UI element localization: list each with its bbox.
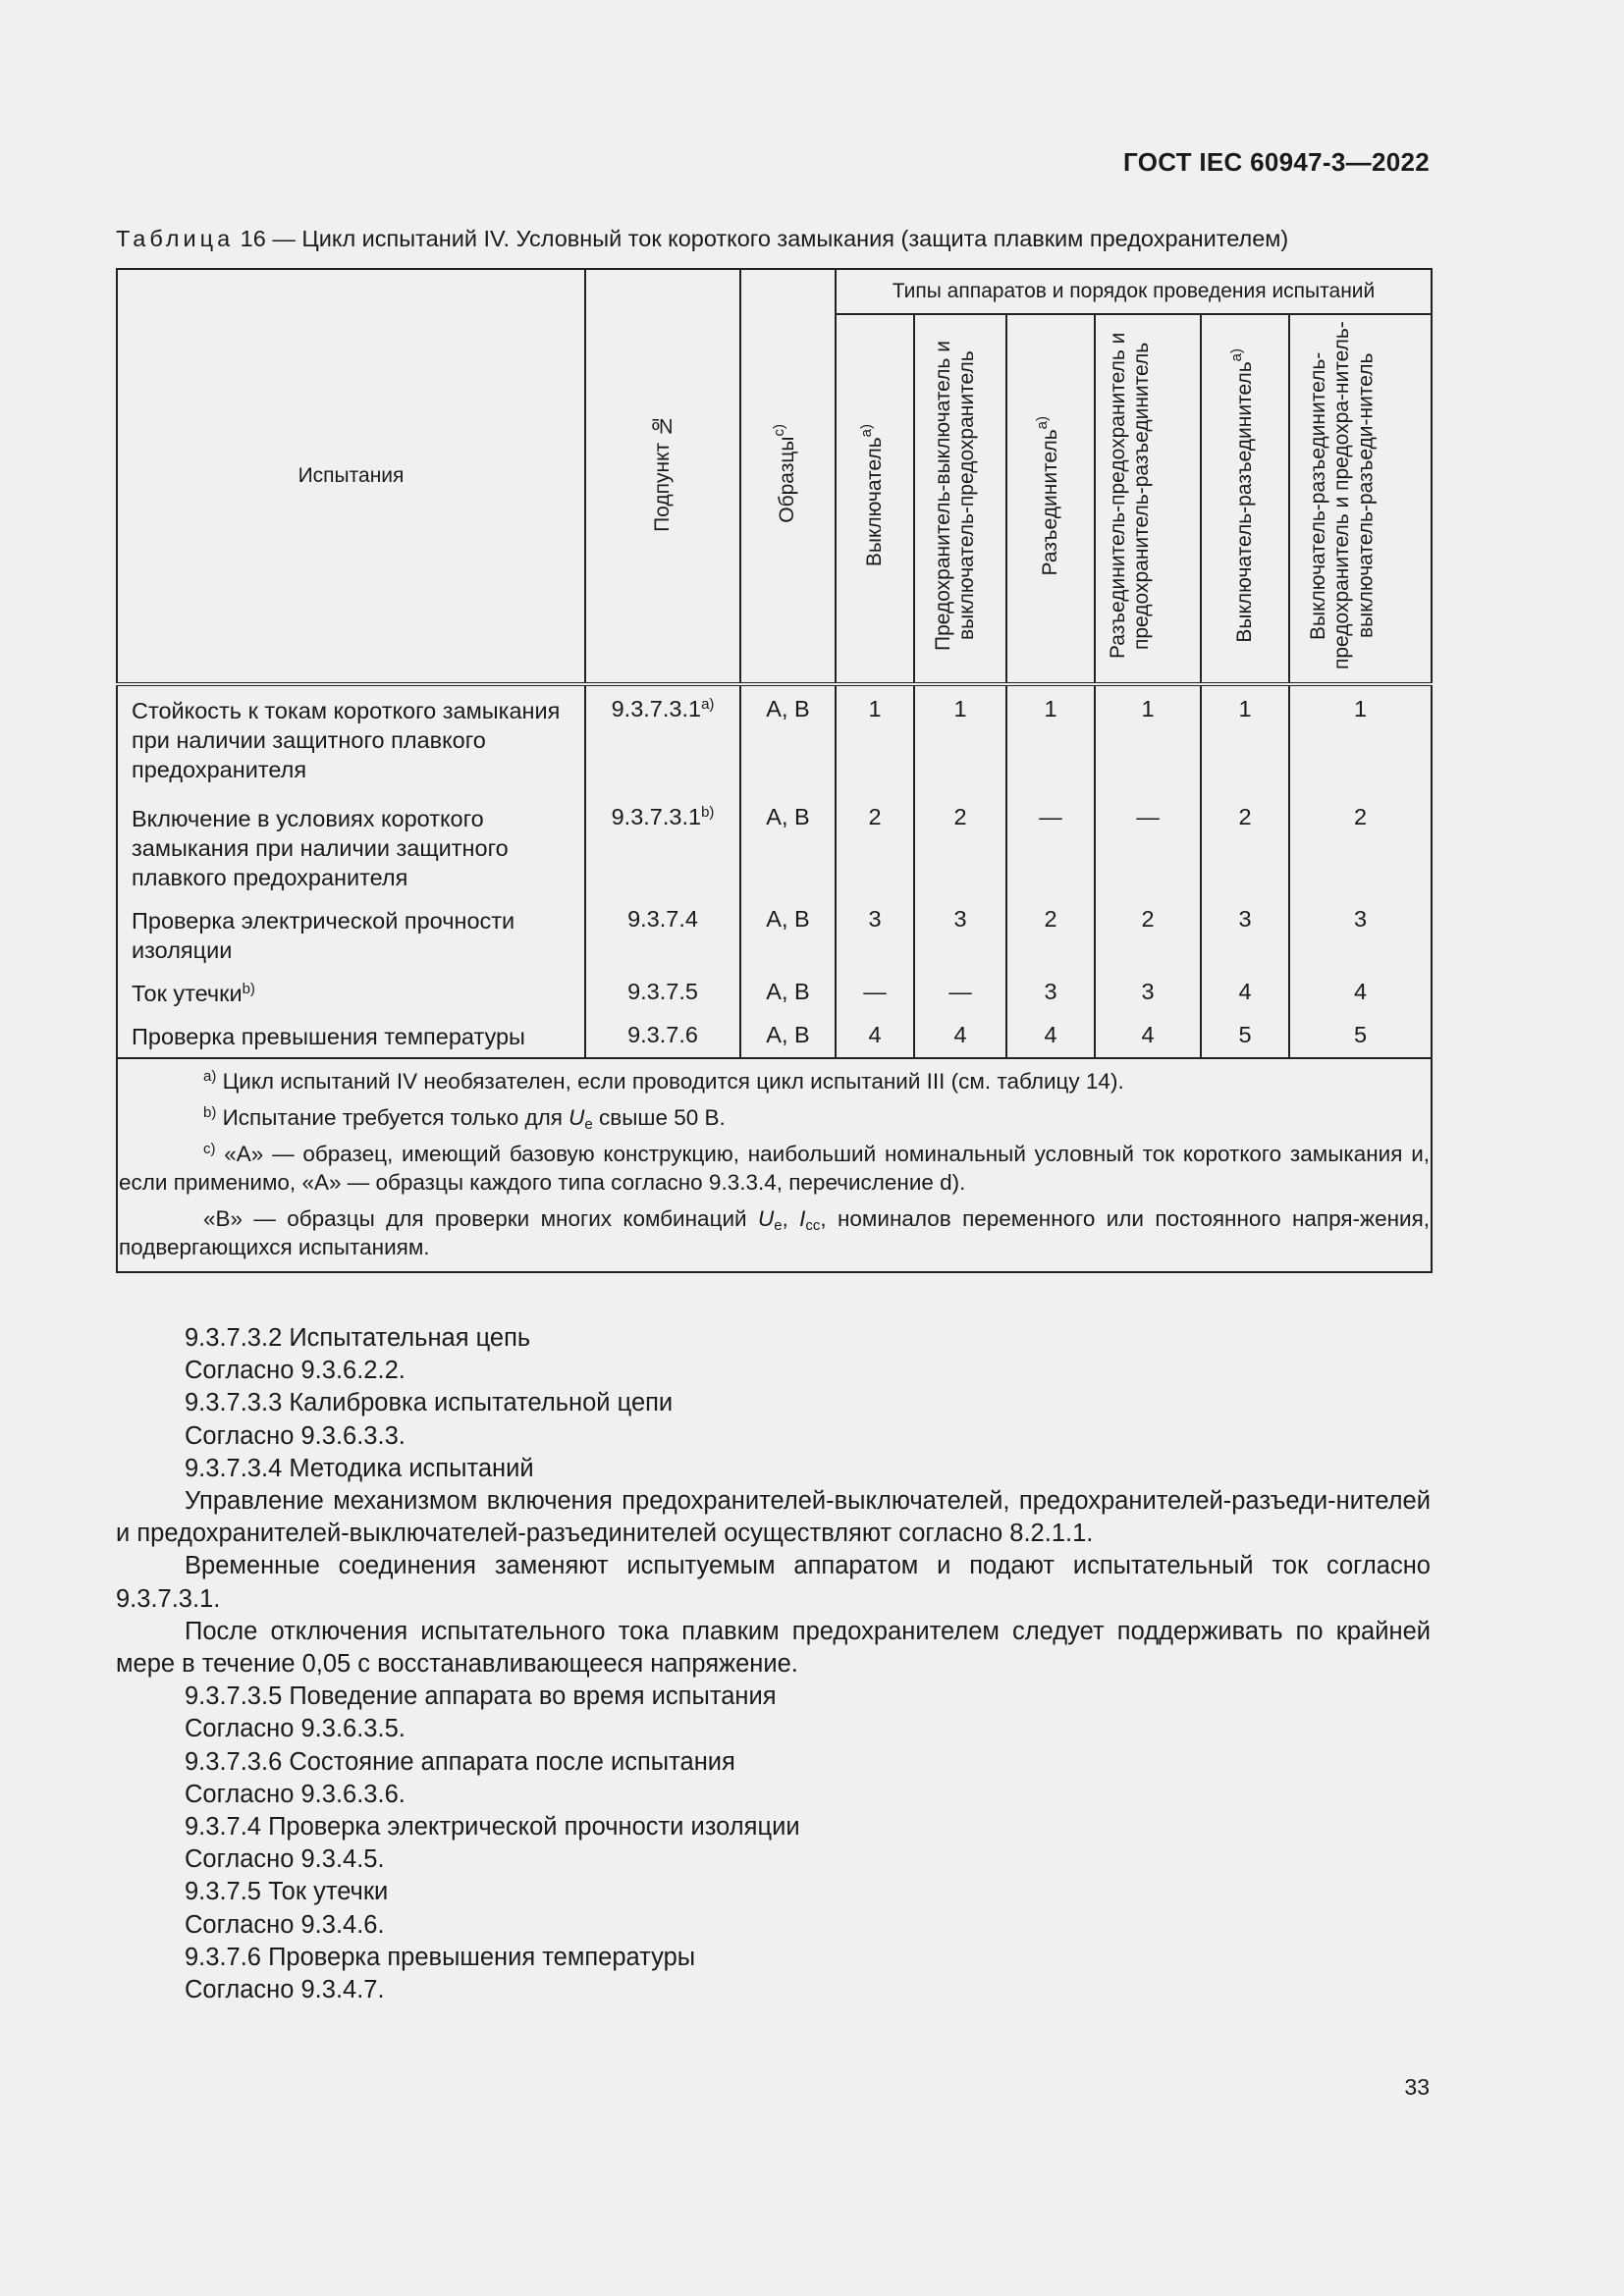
table-row <box>117 684 1432 798</box>
value-cell: 2 <box>1201 798 1289 900</box>
col-header-device-6: Выключатель-разъединитель-предохранитель и предохра-нитель-выключатель-разъеди-нитель <box>1289 314 1432 684</box>
value-cell: — <box>1095 798 1201 900</box>
test-name: Проверка электрической прочности изоляции <box>117 900 585 973</box>
value-cell: 5 <box>1289 1016 1432 1058</box>
paragraph: Согласно 9.3.4.7. <box>185 1976 385 2004</box>
table-row <box>117 973 1432 1016</box>
value-cell: 1 <box>836 684 914 798</box>
clause-cell: 9.3.7.3.1$^{a)}$ <box>585 684 740 798</box>
value-cell: 3 <box>914 900 1006 973</box>
caption-prefix: Таблица <box>116 226 235 251</box>
caption-text: 16 — Цикл испытаний IV. Условный ток короткого замыкания (защита плавким предохранителем) <box>234 226 1289 251</box>
table-caption <box>116 226 1288 252</box>
value-cell: 3 <box>1289 900 1432 973</box>
clause-heading: 9.3.7.6 Проверка превышения температуры <box>185 1943 696 1971</box>
col-header-samples: Образцы$^{c)}$ <box>740 269 836 684</box>
col-header-device-2: Предохранитель-выключатель и выключатель-предохранитель <box>914 314 1006 684</box>
test-name: Ток утечки$^{b)}$ <box>117 973 585 1016</box>
value-cell: 2 <box>1289 798 1432 900</box>
paragraph: Согласно 9.3.6.3.6. <box>185 1780 406 1808</box>
value-cell: 4 <box>1201 973 1289 1016</box>
clause-heading: 9.3.7.4 Проверка электрической прочности изоляции <box>185 1813 800 1842</box>
note-c: $^{c)}$ «A» — образец, имеющий базовую конструкцию, наибольший номинальный условный ток короткого замыкания и, если применимо, «A» — образцы каждого типа согласно 9.3.3.4, перечисление d). <box>119 1141 1431 1195</box>
paragraph: После отключения испытательного тока плавким предохранителем следует поддерживать по крайней мере в течение 0,05 с восстанавливающееся напряжение. <box>116 1617 1431 1679</box>
value-cell: 1 <box>1006 684 1095 798</box>
value-cell: 3 <box>836 900 914 973</box>
value-cell: 4 <box>836 1016 914 1058</box>
value-cell: 4 <box>1095 1016 1201 1058</box>
clause-heading: 9.3.7.3.5 Поведение аппарата во время испытания <box>185 1682 777 1711</box>
paragraph: Согласно 9.3.4.6. <box>185 1910 385 1939</box>
clause-heading: 9.3.7.5 Ток утечки <box>185 1878 389 1906</box>
clause-heading: 9.3.7.3.2 Испытательная цепь <box>185 1324 531 1352</box>
value-cell: 2 <box>836 798 914 900</box>
samples-cell: A, B <box>740 798 836 900</box>
paragraph: Согласно 9.3.4.5. <box>185 1845 385 1874</box>
document-id: ГОСТ IEC 60947-3—2022 <box>1123 147 1430 177</box>
col-header-device-5: Выключатель-разъединитель$^{a)}$ <box>1201 314 1289 684</box>
clause-heading: 9.3.7.3.3 Калибровка испытательной цепи <box>185 1389 674 1417</box>
table-row <box>117 1016 1432 1058</box>
note-d: «B» — образцы для проверки многих комбинаций $U_e$, $I_{cc}$, номиналов переменного или постоянного напря-жения, подвергающихся испытаниям. <box>119 1206 1431 1259</box>
test-cycle-table <box>116 268 1433 1273</box>
value-cell: 2 <box>1095 900 1201 973</box>
value-cell: 3 <box>1201 900 1289 973</box>
group-header: Типы аппаратов и порядок проведения испытаний <box>836 269 1432 314</box>
value-cell: 5 <box>1201 1016 1289 1058</box>
value-cell: — <box>1006 798 1095 900</box>
value-cell: 3 <box>1095 973 1201 1016</box>
clause-heading: 9.3.7.3.6 Состояние аппарата после испытания <box>185 1747 735 1776</box>
value-cell: 4 <box>1006 1016 1095 1058</box>
paragraph: Согласно 9.3.6.3.5. <box>185 1715 406 1743</box>
page-number: 33 <box>1404 2074 1430 2100</box>
col-header-tests: Испытания <box>117 269 585 684</box>
body-text <box>116 1322 1431 2006</box>
table-notes <box>117 1058 1432 1272</box>
value-cell: 1 <box>1095 684 1201 798</box>
col-header-device-4: Разъединитель-предохранитель и предохранитель-разъединитель <box>1095 314 1201 684</box>
samples-cell: A, B <box>740 973 836 1016</box>
clause-cell: 9.3.7.5 <box>585 973 740 1016</box>
clause-cell: 9.3.7.3.1$^{b)}$ <box>585 798 740 900</box>
samples-cell: A, B <box>740 1016 836 1058</box>
table-row <box>117 798 1432 900</box>
paragraph: Согласно 9.3.6.3.3. <box>185 1421 406 1450</box>
note-a: $^{a)}$ Цикл испытаний IV необязателен, если проводится цикл испытаний III (см. таблицу 14). <box>203 1068 1124 1094</box>
col-header-device-3: Разъединитель$^{a)}$ <box>1006 314 1095 684</box>
clause-cell: 9.3.7.6 <box>585 1016 740 1058</box>
value-cell: 1 <box>1201 684 1289 798</box>
value-cell: 1 <box>1289 684 1432 798</box>
value-cell: — <box>836 973 914 1016</box>
col-header-clause: Подпункт № <box>585 269 740 684</box>
col-header-device-1: Выключатель$^{a)}$ <box>836 314 914 684</box>
test-name: Включение в условиях короткого замыкания при наличии защитного плавкого предохранителя <box>117 798 585 900</box>
value-cell: 4 <box>914 1016 1006 1058</box>
test-name: Стойкость к токам короткого замыкания при наличии защитного плавкого предохранителя <box>117 684 585 798</box>
table-row <box>117 900 1432 973</box>
note-b: $^{b)}$ Испытание требуется только для $U_e$ свыше 50 В. <box>203 1104 726 1133</box>
value-cell: 2 <box>914 798 1006 900</box>
value-cell: — <box>914 973 1006 1016</box>
samples-cell: A, B <box>740 900 836 973</box>
value-cell: 1 <box>914 684 1006 798</box>
test-name: Проверка превышения температуры <box>117 1016 585 1058</box>
paragraph: Временные соединения заменяют испытуемым аппаратом и подают испытательный ток согласно 9.3.7.3.1. <box>116 1552 1431 1613</box>
paragraph: Управление механизмом включения предохранителей-выключателей, предохранителей-разъеди-нителей и предохранителей-выключателей-разъединителей осуществляют согласно 8.2.1.1. <box>116 1487 1431 1548</box>
samples-cell: A, B <box>740 684 836 798</box>
value-cell: 4 <box>1289 973 1432 1016</box>
value-cell: 2 <box>1006 900 1095 973</box>
value-cell: 3 <box>1006 973 1095 1016</box>
clause-cell: 9.3.7.4 <box>585 900 740 973</box>
paragraph: Согласно 9.3.6.2.2. <box>185 1357 406 1385</box>
clause-heading: 9.3.7.3.4 Методика испытаний <box>185 1454 534 1482</box>
